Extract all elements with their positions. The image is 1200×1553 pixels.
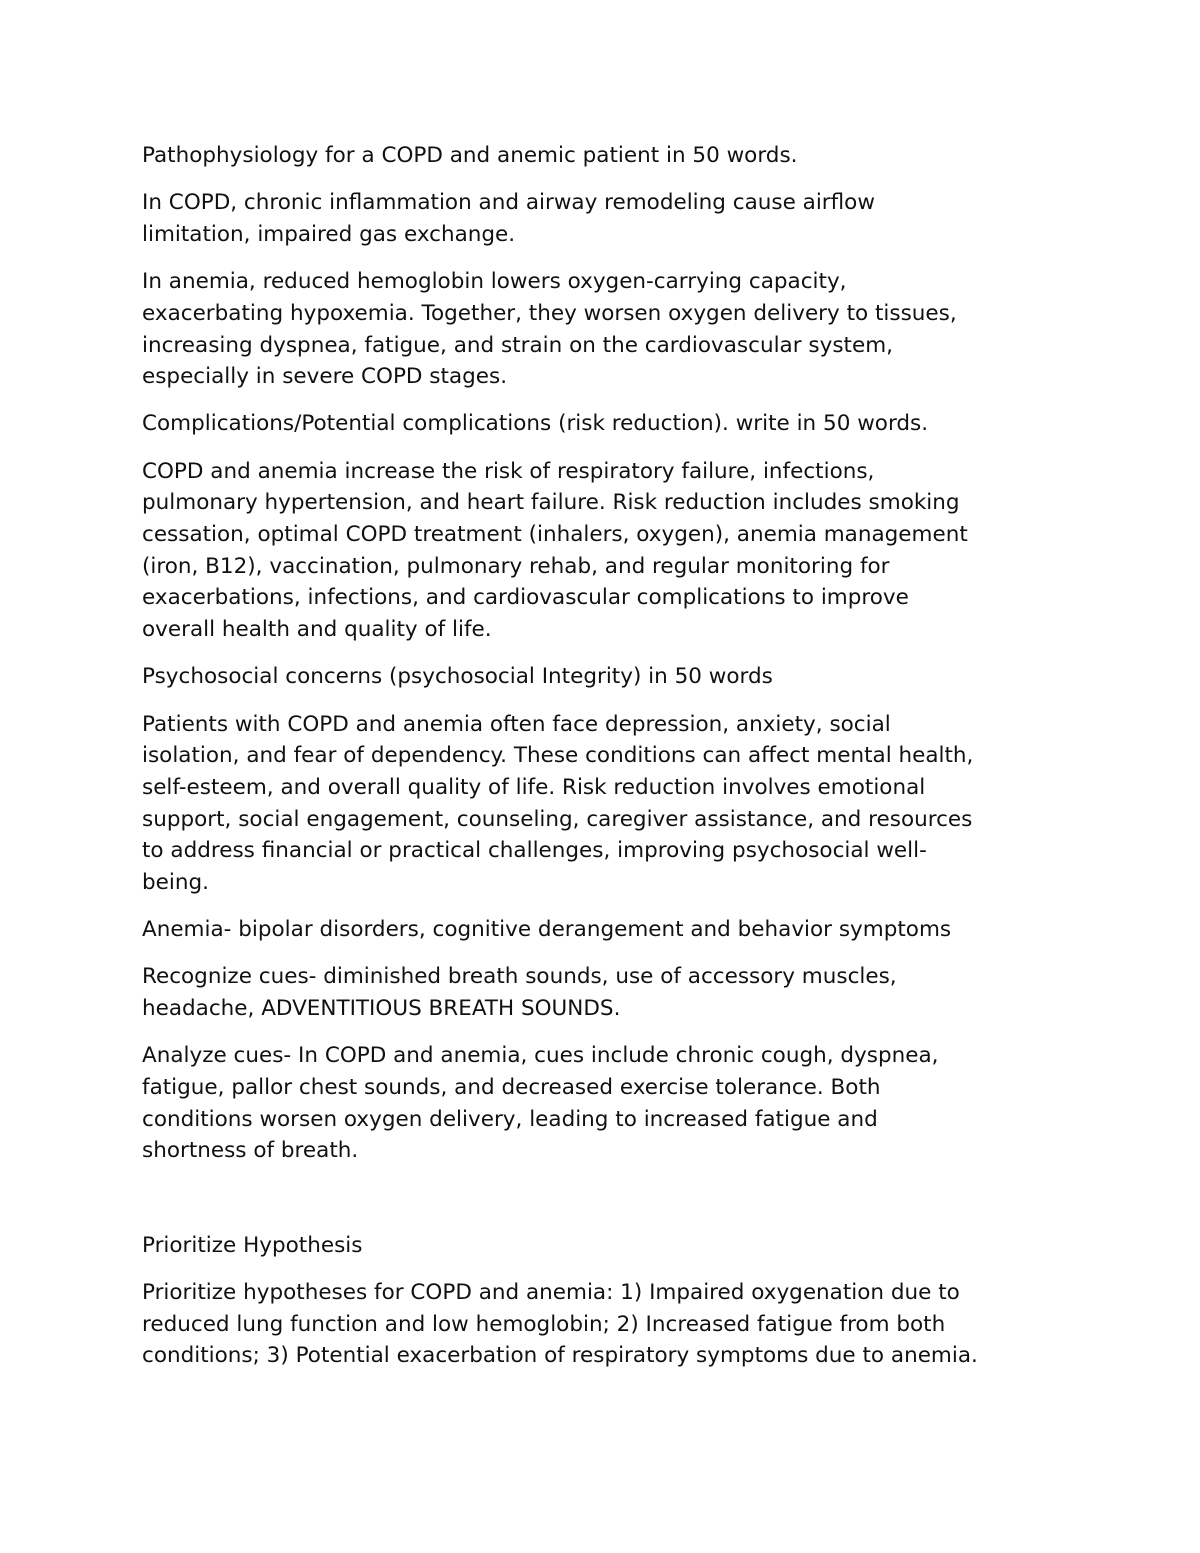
text-line: In anemia, reduced hemoglobin lowers oxygen-carrying capacity, xyxy=(142,269,847,295)
text-line: Patients with COPD and anemia often face depression, anxiety, social xyxy=(142,711,891,737)
text-line: exacerbating hypoxemia. Together, they worsen oxygen delivery to tissues, xyxy=(142,300,957,326)
prioritize-heading xyxy=(142,1230,1062,1262)
text-line: (iron, B12), vaccination, pulmonary rehab, and regular monitoring for xyxy=(142,553,890,579)
text-line: Prioritize hypotheses for COPD and anemia: 1) Impaired oxygenation due to xyxy=(142,1280,960,1306)
anemia-note xyxy=(142,914,1062,946)
recognize-cues-paragraph xyxy=(142,961,1062,1024)
text-line: shortness of breath. xyxy=(142,1138,359,1164)
blank-line xyxy=(142,1183,1062,1215)
document-body xyxy=(142,140,1062,1388)
text-line: limitation, impaired gas exchange. xyxy=(142,221,516,247)
text-line: increasing dyspnea, fatigue, and strain on the cardiovascular system, xyxy=(142,332,893,358)
complications-heading xyxy=(142,408,1062,440)
psychosocial-heading xyxy=(142,661,1062,693)
text-line: headache, ADVENTITIOUS BREATH SOUNDS. xyxy=(142,996,621,1022)
text-line: self-esteem, and overall quality of life. Risk reduction involves emotional xyxy=(142,774,926,800)
text-line: conditions worsen oxygen delivery, leading to increased fatigue and xyxy=(142,1106,878,1132)
text-line: overall health and quality of life. xyxy=(142,617,492,643)
text-line: exacerbations, infections, and cardiovascular complications to improve xyxy=(142,585,909,611)
text-line: being. xyxy=(142,870,209,896)
text-line: Analyze cues- In COPD and anemia, cues include chronic cough, dyspnea, xyxy=(142,1043,939,1069)
pathophysiology-heading xyxy=(142,140,1062,172)
text-line: Prioritize Hypothesis xyxy=(142,1232,363,1258)
text-line: isolation, and fear of dependency. These conditions can affect mental health, xyxy=(142,743,974,769)
text-line: especially in severe COPD stages. xyxy=(142,364,508,390)
text-line: cessation, optimal COPD treatment (inhalers, oxygen), anemia management xyxy=(142,522,968,548)
text-line: to address financial or practical challenges, improving psychosocial well- xyxy=(142,838,927,864)
psychosocial-paragraph xyxy=(142,709,1062,899)
analyze-cues-paragraph xyxy=(142,1040,1062,1167)
text-line: Psychosocial concerns (psychosocial Integrity) in 50 words xyxy=(142,664,773,690)
copd-paragraph xyxy=(142,187,1062,250)
text-line: pulmonary hypertension, and heart failure. Risk reduction includes smoking xyxy=(142,490,960,516)
text-line: conditions; 3) Potential exacerbation of respiratory symptoms due to anemia. xyxy=(142,1343,978,1369)
text-line: Complications/Potential complications (risk reduction). write in 50 words. xyxy=(142,411,929,437)
text-line: Anemia- bipolar disorders, cognitive derangement and behavior symptoms xyxy=(142,917,952,943)
text-line: support, social engagement, counseling, caregiver assistance, and resources xyxy=(142,806,973,832)
text-line: reduced lung function and low hemoglobin; 2) Increased fatigue from both xyxy=(142,1311,946,1337)
text-line: Pathophysiology for a COPD and anemic patient in 50 words. xyxy=(142,143,798,168)
text-line: fatigue, pallor chest sounds, and decreased exercise tolerance. Both xyxy=(142,1075,881,1101)
anemia-paragraph xyxy=(142,266,1062,393)
text-line: Recognize cues- diminished breath sounds, use of accessory muscles, xyxy=(142,964,897,990)
text-line: In COPD, chronic inflammation and airway remodeling cause airflow xyxy=(142,190,875,216)
complications-paragraph xyxy=(142,456,1062,646)
text-line: COPD and anemia increase the risk of respiratory failure, infections, xyxy=(142,458,875,484)
prioritize-paragraph xyxy=(142,1277,1062,1372)
